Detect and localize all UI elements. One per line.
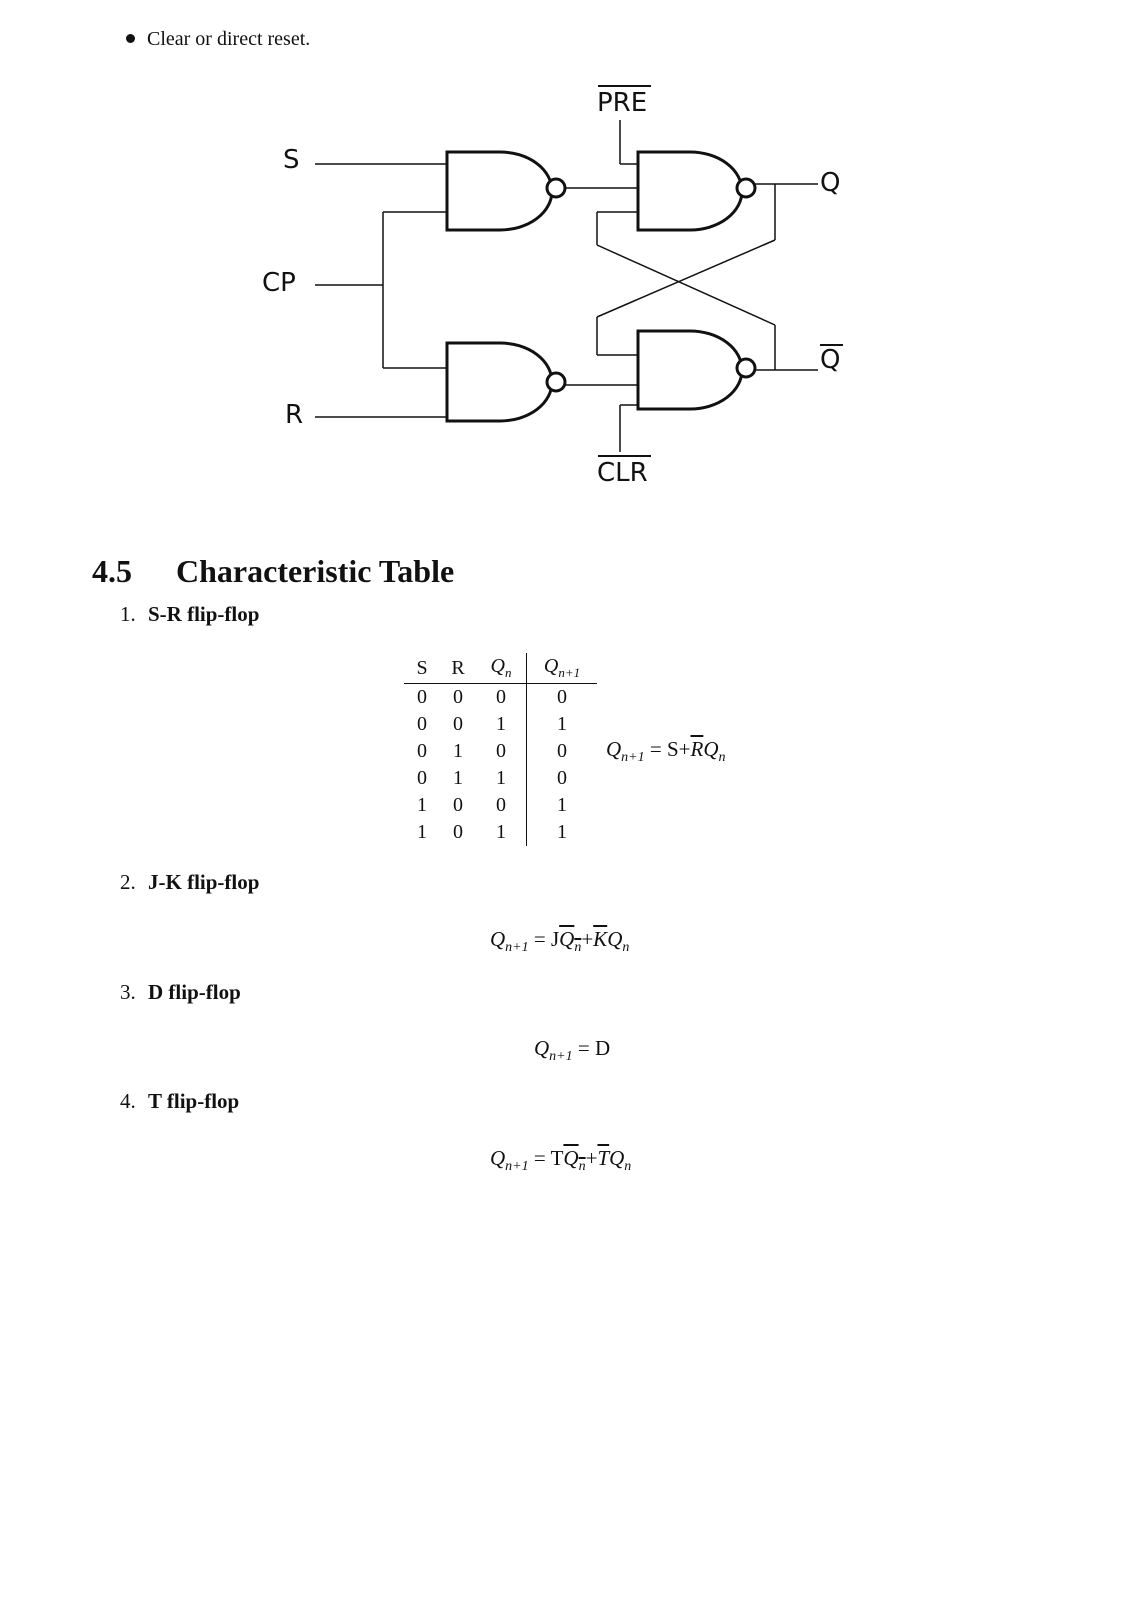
t-equation: $Q_{n+1} = TQ_n+\overline{T}Q_n$	[490, 1146, 632, 1175]
nand-gate-1-bubble	[547, 179, 565, 197]
nand-gate-3-bubble	[737, 179, 755, 197]
table-row: 0 0 1 1	[404, 711, 597, 738]
bullet-text: Clear or direct reset.	[147, 28, 311, 50]
flip-flop-circuit-diagram	[0, 0, 1132, 520]
section-number: 4.5	[92, 553, 132, 589]
label-r: R	[285, 400, 304, 430]
table-row: 0 0 0 0	[404, 684, 597, 712]
nand-gate-4	[638, 331, 742, 409]
table-header-row: S R $Q_n$ $Q_{n+1}$	[404, 653, 597, 684]
label-clr: CLR	[597, 458, 648, 488]
jk-equation: $Q_{n+1} = JQ_n+\overline{K}Q_n$	[490, 927, 630, 956]
label-s: S	[283, 145, 300, 175]
nand-gate-3	[638, 152, 742, 230]
list-item-sr: 1. S-R flip-flop	[120, 602, 260, 626]
list-item-jk: 2. J-K flip-flop	[120, 870, 260, 894]
d-equation: $Q_{n+1} = D$	[534, 1036, 611, 1065]
nand-gate-2	[447, 343, 552, 421]
sr-equation: $Q_{n+1} = S+\overline{R}Q_n$	[606, 737, 726, 766]
nand-gate-2-bubble	[547, 373, 565, 391]
label-q-bar: Q	[820, 345, 841, 375]
label-q: Q	[820, 168, 841, 198]
nand-gate-1	[447, 152, 552, 230]
nand-gate-4-bubble	[737, 359, 755, 377]
table-row: 1 0 1 1	[404, 819, 597, 846]
list-item-t: 4. T flip-flop	[120, 1089, 240, 1113]
list-item-d: 3. D flip-flop	[120, 980, 241, 1004]
table-row: 0 1 1 0	[404, 765, 597, 792]
label-pre: PRE	[597, 88, 648, 118]
section-title: Characteristic Table	[176, 553, 455, 589]
table-row: 1 0 0 1	[404, 792, 597, 819]
section-heading	[92, 553, 454, 590]
label-cp: CP	[262, 268, 296, 298]
table-row: 0 1 0 0	[404, 738, 597, 765]
sr-characteristic-table	[404, 653, 597, 846]
